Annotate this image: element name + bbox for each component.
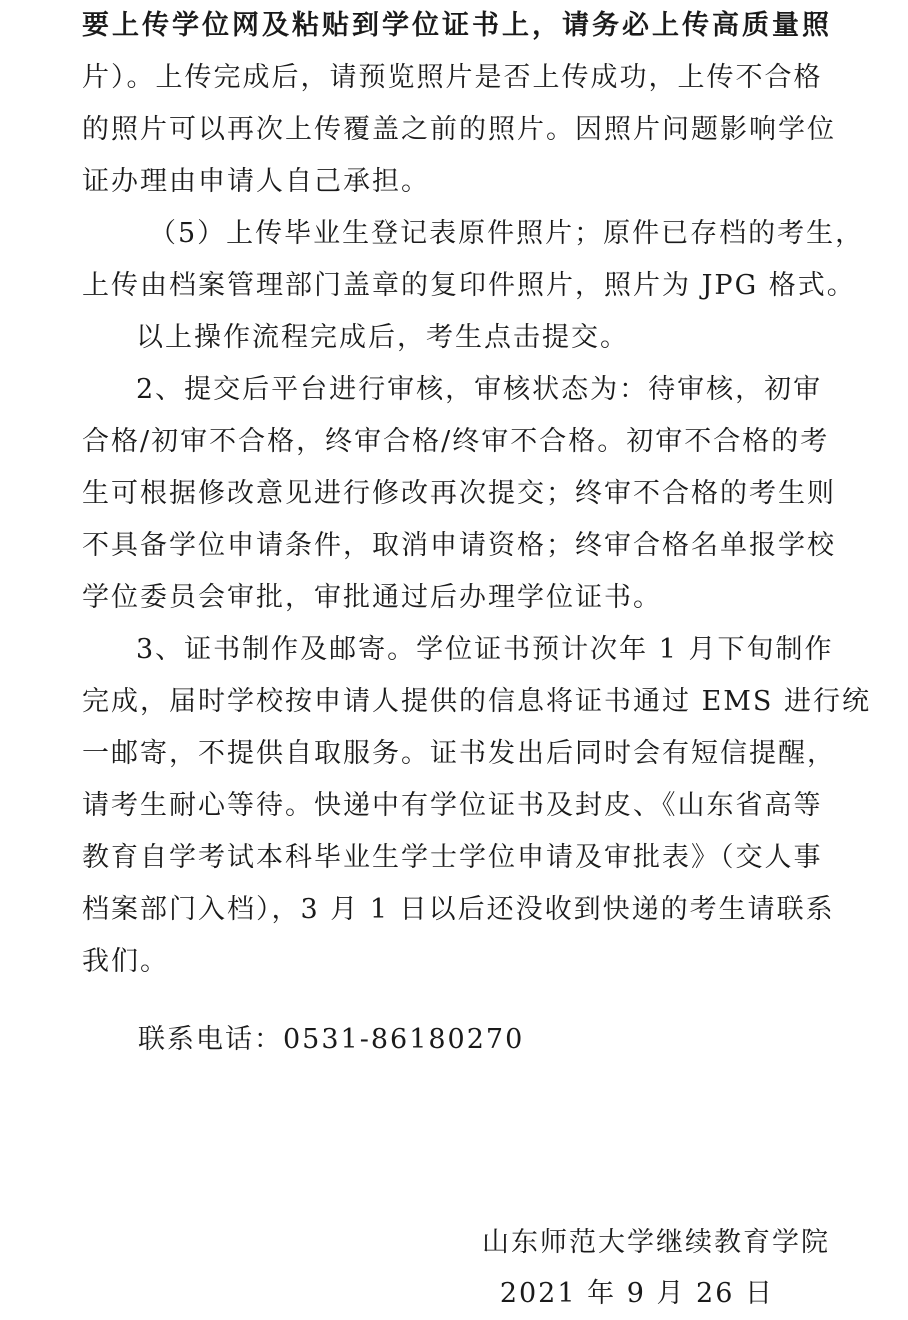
- paragraph-line: 请考生耐心等待。快递中有学位证书及封皮、《山东省高等: [82, 790, 823, 821]
- paragraph-line: 3、证书制作及邮寄。学位证书预计次年 1 月下旬制作: [136, 634, 834, 665]
- paragraph-line: 要上传学位网及粘贴到学位证书上，请务必上传高质量照: [82, 10, 832, 41]
- paragraph-line: 以上操作流程完成后，考生点击提交。: [136, 322, 629, 353]
- paragraph-line: 教育自学考试本科毕业生学士学位申请及审批表》（交人事: [82, 842, 823, 873]
- document-body: [82, 0, 872, 988]
- paragraph-line: 不具备学位申请条件，取消申请资格；终审合格名单报学校: [82, 530, 836, 561]
- contact-phone: 联系电话：0531-86180270: [138, 1024, 525, 1055]
- paragraph-line: 的照片可以再次上传覆盖之前的照片。因照片问题影响学位: [82, 114, 836, 145]
- paragraph-line: 我们。: [82, 946, 169, 977]
- paragraph-line: 2、提交后平台进行审核，审核状态为：待审核，初审: [136, 374, 823, 405]
- paragraph-line: 上传由档案管理部门盖章的复印件照片，照片为 JPG 格式。: [82, 270, 856, 301]
- paragraph-line: 完成，届时学校按申请人提供的信息将证书通过 EMS 进行统: [82, 686, 872, 717]
- paragraph-line: （5）上传毕业生登记表原件照片；原件已存档的考生，: [149, 218, 865, 249]
- signature-date: 2021 年 9 月 26 日: [499, 1278, 774, 1309]
- signature-organization: 山东师范大学继续教育学院: [482, 1227, 830, 1258]
- paragraph-line: 生可根据修改意见进行修改再次提交；终审不合格的考生则: [82, 478, 836, 509]
- paragraph-line: 档案部门入档），3 月 1 日以后还没收到快递的考生请联系: [82, 894, 835, 925]
- paragraph-line: 合格/初审不合格，终审合格/终审不合格。初审不合格的考: [82, 426, 830, 457]
- paragraph-line: 学位委员会审批，审批通过后办理学位证书。: [82, 582, 662, 613]
- paragraph-line: 片）。上传完成后，请预览照片是否上传成功，上传不合格: [82, 62, 823, 93]
- paragraph-line: 一邮寄，不提供自取服务。证书发出后同时会有短信提醒，: [82, 738, 836, 769]
- paragraph-line: 证办理由申请人自己承担。: [82, 166, 430, 197]
